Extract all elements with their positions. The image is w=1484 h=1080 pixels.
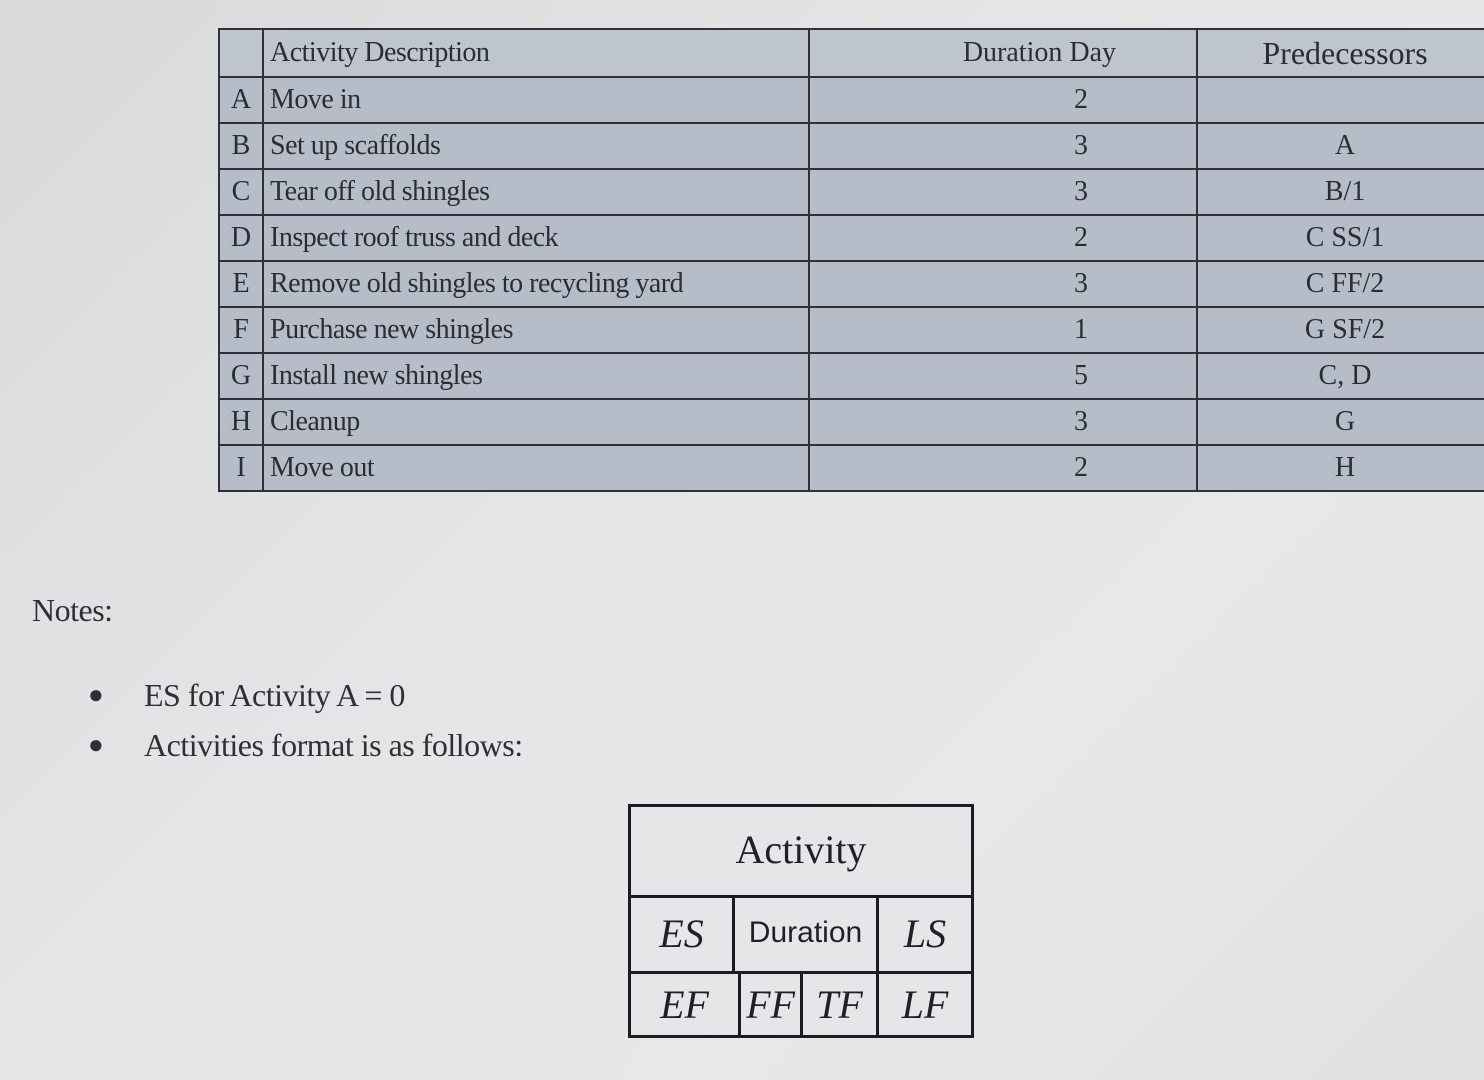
row-duration: 3 bbox=[809, 169, 1197, 215]
row-letter: D bbox=[219, 215, 263, 261]
format-box-row-start bbox=[631, 895, 971, 974]
table-row bbox=[219, 307, 1484, 353]
row-duration: 1 bbox=[809, 307, 1197, 353]
row-predecessors bbox=[1197, 77, 1484, 123]
activity-format-box bbox=[628, 804, 974, 1038]
row-duration: 3 bbox=[809, 399, 1197, 445]
row-description: Move out bbox=[263, 445, 809, 491]
format-duration-cell: Duration bbox=[735, 895, 879, 971]
row-predecessors: H bbox=[1197, 445, 1484, 491]
table-row bbox=[219, 399, 1484, 445]
header-letter bbox=[219, 29, 263, 77]
note-text: Activities format is as follows: bbox=[144, 727, 523, 763]
note-text: ES for Activity A = 0 bbox=[144, 677, 405, 713]
row-description: Install new shingles bbox=[263, 353, 809, 399]
header-description: Activity Description bbox=[263, 29, 809, 77]
table-row bbox=[219, 353, 1484, 399]
row-letter: C bbox=[219, 169, 263, 215]
row-description: Cleanup bbox=[263, 399, 809, 445]
row-duration: 2 bbox=[809, 215, 1197, 261]
table-row bbox=[219, 123, 1484, 169]
row-predecessors: C, D bbox=[1197, 353, 1484, 399]
table-row bbox=[219, 445, 1484, 491]
row-predecessors: A bbox=[1197, 123, 1484, 169]
format-ls-cell: LS bbox=[903, 910, 947, 956]
table-row bbox=[219, 77, 1484, 123]
row-letter: H bbox=[219, 399, 263, 445]
note-item bbox=[88, 670, 523, 720]
row-description: Remove old shingles to recycling yard bbox=[263, 261, 809, 307]
format-box-title: Activity bbox=[631, 807, 971, 898]
row-description: Purchase new shingles bbox=[263, 307, 809, 353]
row-letter: E bbox=[219, 261, 263, 307]
format-es-cell: ES bbox=[631, 895, 735, 971]
header-predecessors: Predecessors bbox=[1197, 29, 1484, 77]
row-letter: A bbox=[219, 77, 263, 123]
row-duration: 3 bbox=[809, 261, 1197, 307]
row-predecessors: G SF/2 bbox=[1197, 307, 1484, 353]
row-predecessors: C SS/1 bbox=[1197, 215, 1484, 261]
table-header-row bbox=[219, 29, 1484, 77]
format-ff-cell: FF bbox=[741, 971, 803, 1038]
row-duration: 3 bbox=[809, 123, 1197, 169]
row-description: Tear off old shingles bbox=[263, 169, 809, 215]
row-duration: 2 bbox=[809, 445, 1197, 491]
row-predecessors: C FF/2 bbox=[1197, 261, 1484, 307]
row-duration: 5 bbox=[809, 353, 1197, 399]
row-letter: B bbox=[219, 123, 263, 169]
table-row bbox=[219, 169, 1484, 215]
format-ef-cell: EF bbox=[631, 971, 741, 1038]
row-predecessors: G bbox=[1197, 399, 1484, 445]
table-body bbox=[219, 77, 1484, 491]
bullet-icon: ● bbox=[88, 680, 104, 709]
format-tf-cell: TF bbox=[803, 971, 879, 1038]
activity-table bbox=[218, 28, 1484, 492]
row-description: Inspect roof truss and deck bbox=[263, 215, 809, 261]
bullet-icon: ● bbox=[88, 730, 104, 759]
row-duration: 2 bbox=[809, 77, 1197, 123]
note-item bbox=[88, 720, 523, 770]
row-letter: G bbox=[219, 353, 263, 399]
notes-list bbox=[88, 670, 523, 770]
format-lf-cell: LF bbox=[901, 982, 949, 1027]
header-duration: Duration Day bbox=[809, 29, 1197, 77]
row-description: Set up scaffolds bbox=[263, 123, 809, 169]
format-box-row-finish bbox=[631, 971, 971, 1038]
table-row bbox=[219, 261, 1484, 307]
row-letter: I bbox=[219, 445, 263, 491]
row-letter: F bbox=[219, 307, 263, 353]
table-row bbox=[219, 215, 1484, 261]
row-predecessors: B/1 bbox=[1197, 169, 1484, 215]
row-description: Move in bbox=[263, 77, 809, 123]
notes-label: Notes: bbox=[32, 592, 113, 628]
